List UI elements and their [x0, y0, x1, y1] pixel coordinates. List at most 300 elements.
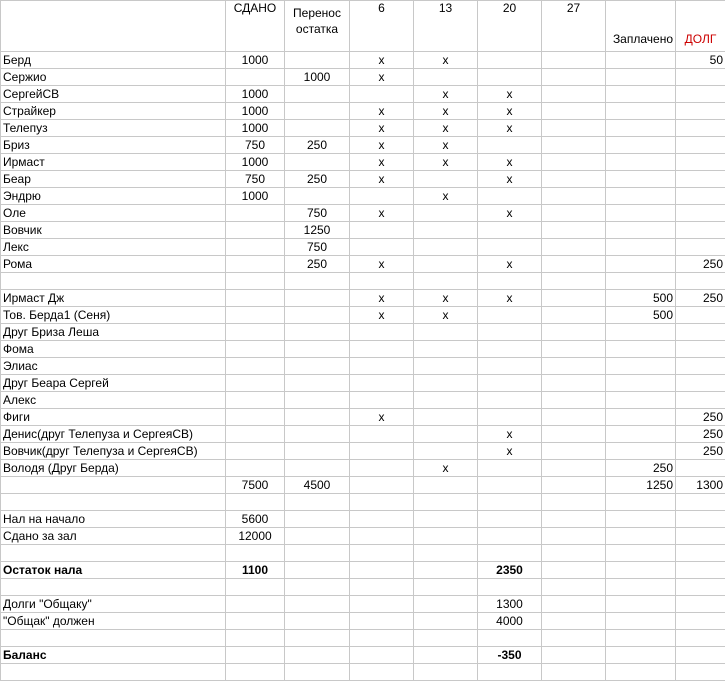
name-cell[interactable]: Нал на начало: [1, 511, 226, 528]
debt-cell[interactable]: [676, 596, 725, 613]
debt-cell[interactable]: 250: [676, 409, 725, 426]
day-13-cell[interactable]: [414, 579, 478, 596]
day-20-cell[interactable]: [478, 579, 542, 596]
sdano-cell[interactable]: [226, 256, 285, 273]
paid-cell[interactable]: [606, 528, 676, 545]
paid-cell[interactable]: [606, 664, 676, 681]
day-20-cell[interactable]: [478, 409, 542, 426]
debt-cell[interactable]: [676, 528, 725, 545]
day-27-cell[interactable]: [542, 307, 606, 324]
day-27-cell[interactable]: [542, 171, 606, 188]
header-day-13[interactable]: 13: [414, 1, 478, 52]
day-6-cell[interactable]: [350, 647, 414, 664]
day-13-cell[interactable]: [414, 239, 478, 256]
day-13-cell[interactable]: x: [414, 137, 478, 154]
paid-cell[interactable]: [606, 443, 676, 460]
day-27-cell[interactable]: [542, 511, 606, 528]
paid-cell[interactable]: [606, 545, 676, 562]
sdano-cell[interactable]: 5600: [226, 511, 285, 528]
day-13-cell[interactable]: [414, 613, 478, 630]
sdano-cell[interactable]: 1000: [226, 103, 285, 120]
day-6-cell[interactable]: [350, 460, 414, 477]
day-13-cell[interactable]: [414, 477, 478, 494]
day-13-cell[interactable]: [414, 545, 478, 562]
paid-cell[interactable]: [606, 511, 676, 528]
perenos-cell[interactable]: 750: [285, 239, 350, 256]
paid-cell[interactable]: [606, 52, 676, 69]
day-13-cell[interactable]: [414, 562, 478, 579]
day-20-cell[interactable]: [478, 52, 542, 69]
sdano-cell[interactable]: [226, 324, 285, 341]
name-cell[interactable]: Друг Бриза Леша: [1, 324, 226, 341]
sdano-cell[interactable]: [226, 358, 285, 375]
day-13-cell[interactable]: x: [414, 307, 478, 324]
perenos-cell[interactable]: 4500: [285, 477, 350, 494]
perenos-cell[interactable]: [285, 409, 350, 426]
name-cell[interactable]: Фома: [1, 341, 226, 358]
name-cell[interactable]: Алекс: [1, 392, 226, 409]
day-6-cell[interactable]: x: [350, 256, 414, 273]
debt-cell[interactable]: 250: [676, 290, 725, 307]
day-13-cell[interactable]: x: [414, 290, 478, 307]
day-13-cell[interactable]: [414, 375, 478, 392]
perenos-cell[interactable]: [285, 494, 350, 511]
sdano-cell[interactable]: [226, 290, 285, 307]
day-6-cell[interactable]: x: [350, 154, 414, 171]
name-cell[interactable]: Друг Беара Сергей: [1, 375, 226, 392]
day-20-cell[interactable]: [478, 528, 542, 545]
name-cell[interactable]: Берд: [1, 52, 226, 69]
perenos-cell[interactable]: 750: [285, 205, 350, 222]
day-13-cell[interactable]: x: [414, 154, 478, 171]
name-cell[interactable]: СергейСВ: [1, 86, 226, 103]
perenos-cell[interactable]: [285, 307, 350, 324]
paid-cell[interactable]: 1250: [606, 477, 676, 494]
paid-cell[interactable]: [606, 256, 676, 273]
name-cell[interactable]: Элиас: [1, 358, 226, 375]
day-27-cell[interactable]: [542, 341, 606, 358]
day-13-cell[interactable]: x: [414, 86, 478, 103]
day-6-cell[interactable]: x: [350, 307, 414, 324]
perenos-cell[interactable]: [285, 647, 350, 664]
day-20-cell[interactable]: x: [478, 426, 542, 443]
paid-cell[interactable]: [606, 375, 676, 392]
day-13-cell[interactable]: [414, 341, 478, 358]
name-cell[interactable]: Володя (Друг Берда): [1, 460, 226, 477]
day-13-cell[interactable]: x: [414, 188, 478, 205]
day-6-cell[interactable]: [350, 375, 414, 392]
name-cell[interactable]: [1, 273, 226, 290]
debt-cell[interactable]: [676, 120, 725, 137]
sdano-cell[interactable]: [226, 494, 285, 511]
day-27-cell[interactable]: [542, 324, 606, 341]
name-cell[interactable]: Сержио: [1, 69, 226, 86]
debt-cell[interactable]: 250: [676, 443, 725, 460]
day-13-cell[interactable]: [414, 222, 478, 239]
paid-cell[interactable]: [606, 409, 676, 426]
day-27-cell[interactable]: [542, 562, 606, 579]
day-27-cell[interactable]: [542, 460, 606, 477]
name-cell[interactable]: Долги "Общаку": [1, 596, 226, 613]
day-13-cell[interactable]: [414, 647, 478, 664]
day-20-cell[interactable]: x: [478, 205, 542, 222]
paid-cell[interactable]: [606, 137, 676, 154]
name-cell[interactable]: Бриз: [1, 137, 226, 154]
sdano-cell[interactable]: [226, 630, 285, 647]
header-sdano[interactable]: СДАНО: [226, 1, 285, 52]
debt-cell[interactable]: [676, 324, 725, 341]
day-20-cell[interactable]: [478, 273, 542, 290]
perenos-cell[interactable]: [285, 154, 350, 171]
day-6-cell[interactable]: [350, 579, 414, 596]
sdano-cell[interactable]: 7500: [226, 477, 285, 494]
debt-cell[interactable]: [676, 188, 725, 205]
perenos-cell[interactable]: [285, 392, 350, 409]
day-27-cell[interactable]: [542, 120, 606, 137]
debt-cell[interactable]: [676, 273, 725, 290]
paid-cell[interactable]: [606, 239, 676, 256]
day-27-cell[interactable]: [542, 239, 606, 256]
sdano-cell[interactable]: [226, 460, 285, 477]
debt-cell[interactable]: [676, 86, 725, 103]
paid-cell[interactable]: [606, 630, 676, 647]
day-20-cell[interactable]: x: [478, 443, 542, 460]
day-6-cell[interactable]: x: [350, 103, 414, 120]
day-27-cell[interactable]: [542, 409, 606, 426]
day-20-cell[interactable]: [478, 324, 542, 341]
sdano-cell[interactable]: [226, 205, 285, 222]
header-day-20[interactable]: 20: [478, 1, 542, 52]
sdano-cell[interactable]: 12000: [226, 528, 285, 545]
day-6-cell[interactable]: x: [350, 205, 414, 222]
day-27-cell[interactable]: [542, 52, 606, 69]
day-13-cell[interactable]: [414, 443, 478, 460]
day-20-cell[interactable]: [478, 358, 542, 375]
day-27-cell[interactable]: [542, 154, 606, 171]
day-27-cell[interactable]: [542, 69, 606, 86]
name-cell[interactable]: Ирмаст Дж: [1, 290, 226, 307]
sdano-cell[interactable]: [226, 596, 285, 613]
day-20-cell[interactable]: [478, 664, 542, 681]
perenos-cell[interactable]: [285, 120, 350, 137]
perenos-cell[interactable]: [285, 52, 350, 69]
sdano-cell[interactable]: 750: [226, 137, 285, 154]
name-cell[interactable]: [1, 545, 226, 562]
paid-cell[interactable]: [606, 341, 676, 358]
paid-cell[interactable]: [606, 579, 676, 596]
debt-cell[interactable]: 50: [676, 52, 725, 69]
paid-cell[interactable]: [606, 358, 676, 375]
debt-cell[interactable]: [676, 103, 725, 120]
sdano-cell[interactable]: [226, 426, 285, 443]
day-13-cell[interactable]: [414, 69, 478, 86]
day-6-cell[interactable]: [350, 596, 414, 613]
paid-cell[interactable]: [606, 392, 676, 409]
header-paid[interactable]: Заплачено: [606, 1, 676, 52]
day-6-cell[interactable]: x: [350, 69, 414, 86]
name-cell[interactable]: [1, 579, 226, 596]
perenos-cell[interactable]: [285, 341, 350, 358]
day-6-cell[interactable]: x: [350, 409, 414, 426]
sdano-cell[interactable]: 1000: [226, 52, 285, 69]
name-cell[interactable]: Вовчик(друг Телепуза и СергеяСВ): [1, 443, 226, 460]
paid-cell[interactable]: [606, 120, 676, 137]
header-day-27[interactable]: 27: [542, 1, 606, 52]
day-27-cell[interactable]: [542, 103, 606, 120]
debt-cell[interactable]: [676, 494, 725, 511]
day-13-cell[interactable]: x: [414, 103, 478, 120]
name-cell[interactable]: [1, 494, 226, 511]
day-6-cell[interactable]: [350, 426, 414, 443]
sdano-cell[interactable]: 1000: [226, 86, 285, 103]
paid-cell[interactable]: [606, 494, 676, 511]
day-20-cell[interactable]: x: [478, 86, 542, 103]
sdano-cell[interactable]: [226, 647, 285, 664]
perenos-cell[interactable]: 1250: [285, 222, 350, 239]
paid-cell[interactable]: [606, 222, 676, 239]
sdano-cell[interactable]: 1000: [226, 154, 285, 171]
paid-cell[interactable]: [606, 205, 676, 222]
day-20-cell[interactable]: x: [478, 171, 542, 188]
perenos-cell[interactable]: [285, 511, 350, 528]
day-20-cell[interactable]: [478, 375, 542, 392]
day-20-cell[interactable]: [478, 341, 542, 358]
day-13-cell[interactable]: [414, 358, 478, 375]
day-27-cell[interactable]: [542, 579, 606, 596]
header-perenos[interactable]: Перенос остатка: [285, 1, 350, 52]
debt-cell[interactable]: [676, 137, 725, 154]
debt-cell[interactable]: 250: [676, 256, 725, 273]
debt-cell[interactable]: [676, 154, 725, 171]
sdano-cell[interactable]: 1000: [226, 188, 285, 205]
day-27-cell[interactable]: [542, 205, 606, 222]
day-6-cell[interactable]: x: [350, 52, 414, 69]
paid-cell[interactable]: [606, 154, 676, 171]
day-27-cell[interactable]: [542, 613, 606, 630]
sdano-cell[interactable]: [226, 579, 285, 596]
sdano-cell[interactable]: 1100: [226, 562, 285, 579]
debt-cell[interactable]: [676, 341, 725, 358]
day-20-cell[interactable]: [478, 307, 542, 324]
day-27-cell[interactable]: [542, 596, 606, 613]
day-13-cell[interactable]: [414, 171, 478, 188]
name-cell[interactable]: Сдано за зал: [1, 528, 226, 545]
paid-cell[interactable]: [606, 188, 676, 205]
day-20-cell[interactable]: [478, 69, 542, 86]
day-27-cell[interactable]: [542, 494, 606, 511]
debt-cell[interactable]: [676, 545, 725, 562]
perenos-cell[interactable]: [285, 324, 350, 341]
debt-cell[interactable]: [676, 171, 725, 188]
paid-cell[interactable]: [606, 613, 676, 630]
day-6-cell[interactable]: [350, 443, 414, 460]
sdano-cell[interactable]: [226, 392, 285, 409]
day-20-cell[interactable]: 1300: [478, 596, 542, 613]
sdano-cell[interactable]: [226, 409, 285, 426]
debt-cell[interactable]: [676, 579, 725, 596]
day-27-cell[interactable]: [542, 477, 606, 494]
day-27-cell[interactable]: [542, 137, 606, 154]
perenos-cell[interactable]: [285, 375, 350, 392]
sdano-cell[interactable]: [226, 375, 285, 392]
day-6-cell[interactable]: [350, 545, 414, 562]
name-cell[interactable]: Баланс: [1, 647, 226, 664]
day-13-cell[interactable]: [414, 273, 478, 290]
day-13-cell[interactable]: [414, 256, 478, 273]
paid-cell[interactable]: [606, 562, 676, 579]
day-6-cell[interactable]: [350, 511, 414, 528]
day-20-cell[interactable]: [478, 460, 542, 477]
debt-cell[interactable]: [676, 205, 725, 222]
name-cell[interactable]: [1, 630, 226, 647]
perenos-cell[interactable]: [285, 358, 350, 375]
sdano-cell[interactable]: [226, 545, 285, 562]
day-6-cell[interactable]: x: [350, 137, 414, 154]
debt-cell[interactable]: [676, 222, 725, 239]
day-6-cell[interactable]: [350, 324, 414, 341]
perenos-cell[interactable]: 250: [285, 256, 350, 273]
day-6-cell[interactable]: [350, 273, 414, 290]
day-27-cell[interactable]: [542, 222, 606, 239]
day-6-cell[interactable]: [350, 528, 414, 545]
day-6-cell[interactable]: [350, 188, 414, 205]
perenos-cell[interactable]: [285, 86, 350, 103]
debt-cell[interactable]: [676, 239, 725, 256]
day-20-cell[interactable]: [478, 188, 542, 205]
name-cell[interactable]: Беар: [1, 171, 226, 188]
day-27-cell[interactable]: [542, 443, 606, 460]
perenos-cell[interactable]: 250: [285, 137, 350, 154]
header-debt[interactable]: ДОЛГ: [676, 1, 725, 52]
day-6-cell[interactable]: [350, 239, 414, 256]
paid-cell[interactable]: 250: [606, 460, 676, 477]
day-20-cell[interactable]: [478, 477, 542, 494]
day-6-cell[interactable]: [350, 358, 414, 375]
day-13-cell[interactable]: [414, 511, 478, 528]
day-6-cell[interactable]: x: [350, 120, 414, 137]
day-27-cell[interactable]: [542, 86, 606, 103]
day-13-cell[interactable]: [414, 664, 478, 681]
day-20-cell[interactable]: [478, 239, 542, 256]
paid-cell[interactable]: [606, 324, 676, 341]
day-20-cell[interactable]: x: [478, 256, 542, 273]
name-cell[interactable]: Рома: [1, 256, 226, 273]
perenos-cell[interactable]: [285, 188, 350, 205]
debt-cell[interactable]: [676, 358, 725, 375]
day-20-cell[interactable]: [478, 511, 542, 528]
day-13-cell[interactable]: [414, 596, 478, 613]
perenos-cell[interactable]: [285, 103, 350, 120]
day-20-cell[interactable]: [478, 494, 542, 511]
name-cell[interactable]: Эндрю: [1, 188, 226, 205]
paid-cell[interactable]: 500: [606, 307, 676, 324]
day-13-cell[interactable]: [414, 528, 478, 545]
debt-cell[interactable]: [676, 511, 725, 528]
perenos-cell[interactable]: [285, 528, 350, 545]
paid-cell[interactable]: [606, 171, 676, 188]
debt-cell[interactable]: [676, 375, 725, 392]
sdano-cell[interactable]: [226, 664, 285, 681]
perenos-cell[interactable]: [285, 630, 350, 647]
perenos-cell[interactable]: [285, 460, 350, 477]
name-cell[interactable]: Тов. Берда1 (Сеня): [1, 307, 226, 324]
day-6-cell[interactable]: [350, 86, 414, 103]
paid-cell[interactable]: [606, 86, 676, 103]
debt-cell[interactable]: [676, 613, 725, 630]
name-cell[interactable]: Фиги: [1, 409, 226, 426]
sdano-cell[interactable]: 1000: [226, 120, 285, 137]
sdano-cell[interactable]: [226, 613, 285, 630]
debt-cell[interactable]: [676, 69, 725, 86]
day-13-cell[interactable]: x: [414, 120, 478, 137]
day-20-cell[interactable]: 2350: [478, 562, 542, 579]
sdano-cell[interactable]: 750: [226, 171, 285, 188]
debt-cell[interactable]: [676, 562, 725, 579]
name-cell[interactable]: [1, 477, 226, 494]
name-cell[interactable]: Вовчик: [1, 222, 226, 239]
name-cell[interactable]: Олe: [1, 205, 226, 222]
day-6-cell[interactable]: [350, 630, 414, 647]
perenos-cell[interactable]: [285, 290, 350, 307]
day-13-cell[interactable]: x: [414, 52, 478, 69]
perenos-cell[interactable]: [285, 613, 350, 630]
paid-cell[interactable]: [606, 596, 676, 613]
name-cell[interactable]: Денис(друг Телепуза и СергеяСВ): [1, 426, 226, 443]
day-27-cell[interactable]: [542, 528, 606, 545]
day-20-cell[interactable]: [478, 392, 542, 409]
day-6-cell[interactable]: x: [350, 290, 414, 307]
day-20-cell[interactable]: x: [478, 154, 542, 171]
day-6-cell[interactable]: [350, 613, 414, 630]
day-27-cell[interactable]: [542, 647, 606, 664]
name-cell[interactable]: Ирмаст: [1, 154, 226, 171]
paid-cell[interactable]: [606, 426, 676, 443]
header-day-6[interactable]: 6: [350, 1, 414, 52]
day-6-cell[interactable]: [350, 477, 414, 494]
name-cell[interactable]: Телепуз: [1, 120, 226, 137]
name-cell[interactable]: Лекс: [1, 239, 226, 256]
debt-cell[interactable]: [676, 630, 725, 647]
day-20-cell[interactable]: 4000: [478, 613, 542, 630]
name-cell[interactable]: Страйкер: [1, 103, 226, 120]
debt-cell[interactable]: [676, 664, 725, 681]
day-13-cell[interactable]: x: [414, 460, 478, 477]
perenos-cell[interactable]: [285, 443, 350, 460]
paid-cell[interactable]: 500: [606, 290, 676, 307]
day-6-cell[interactable]: [350, 494, 414, 511]
day-20-cell[interactable]: x: [478, 120, 542, 137]
sdano-cell[interactable]: [226, 69, 285, 86]
perenos-cell[interactable]: [285, 545, 350, 562]
sdano-cell[interactable]: [226, 341, 285, 358]
perenos-cell[interactable]: [285, 562, 350, 579]
sdano-cell[interactable]: [226, 222, 285, 239]
debt-cell[interactable]: [676, 647, 725, 664]
name-cell[interactable]: "Общак" должен: [1, 613, 226, 630]
perenos-cell[interactable]: [285, 579, 350, 596]
sdano-cell[interactable]: [226, 443, 285, 460]
day-20-cell[interactable]: [478, 222, 542, 239]
day-20-cell[interactable]: x: [478, 103, 542, 120]
paid-cell[interactable]: [606, 69, 676, 86]
perenos-cell[interactable]: [285, 426, 350, 443]
day-20-cell[interactable]: -350: [478, 647, 542, 664]
day-13-cell[interactable]: [414, 324, 478, 341]
debt-cell[interactable]: 1300: [676, 477, 725, 494]
paid-cell[interactable]: [606, 647, 676, 664]
debt-cell[interactable]: [676, 392, 725, 409]
header-name-cell[interactable]: [1, 1, 226, 52]
